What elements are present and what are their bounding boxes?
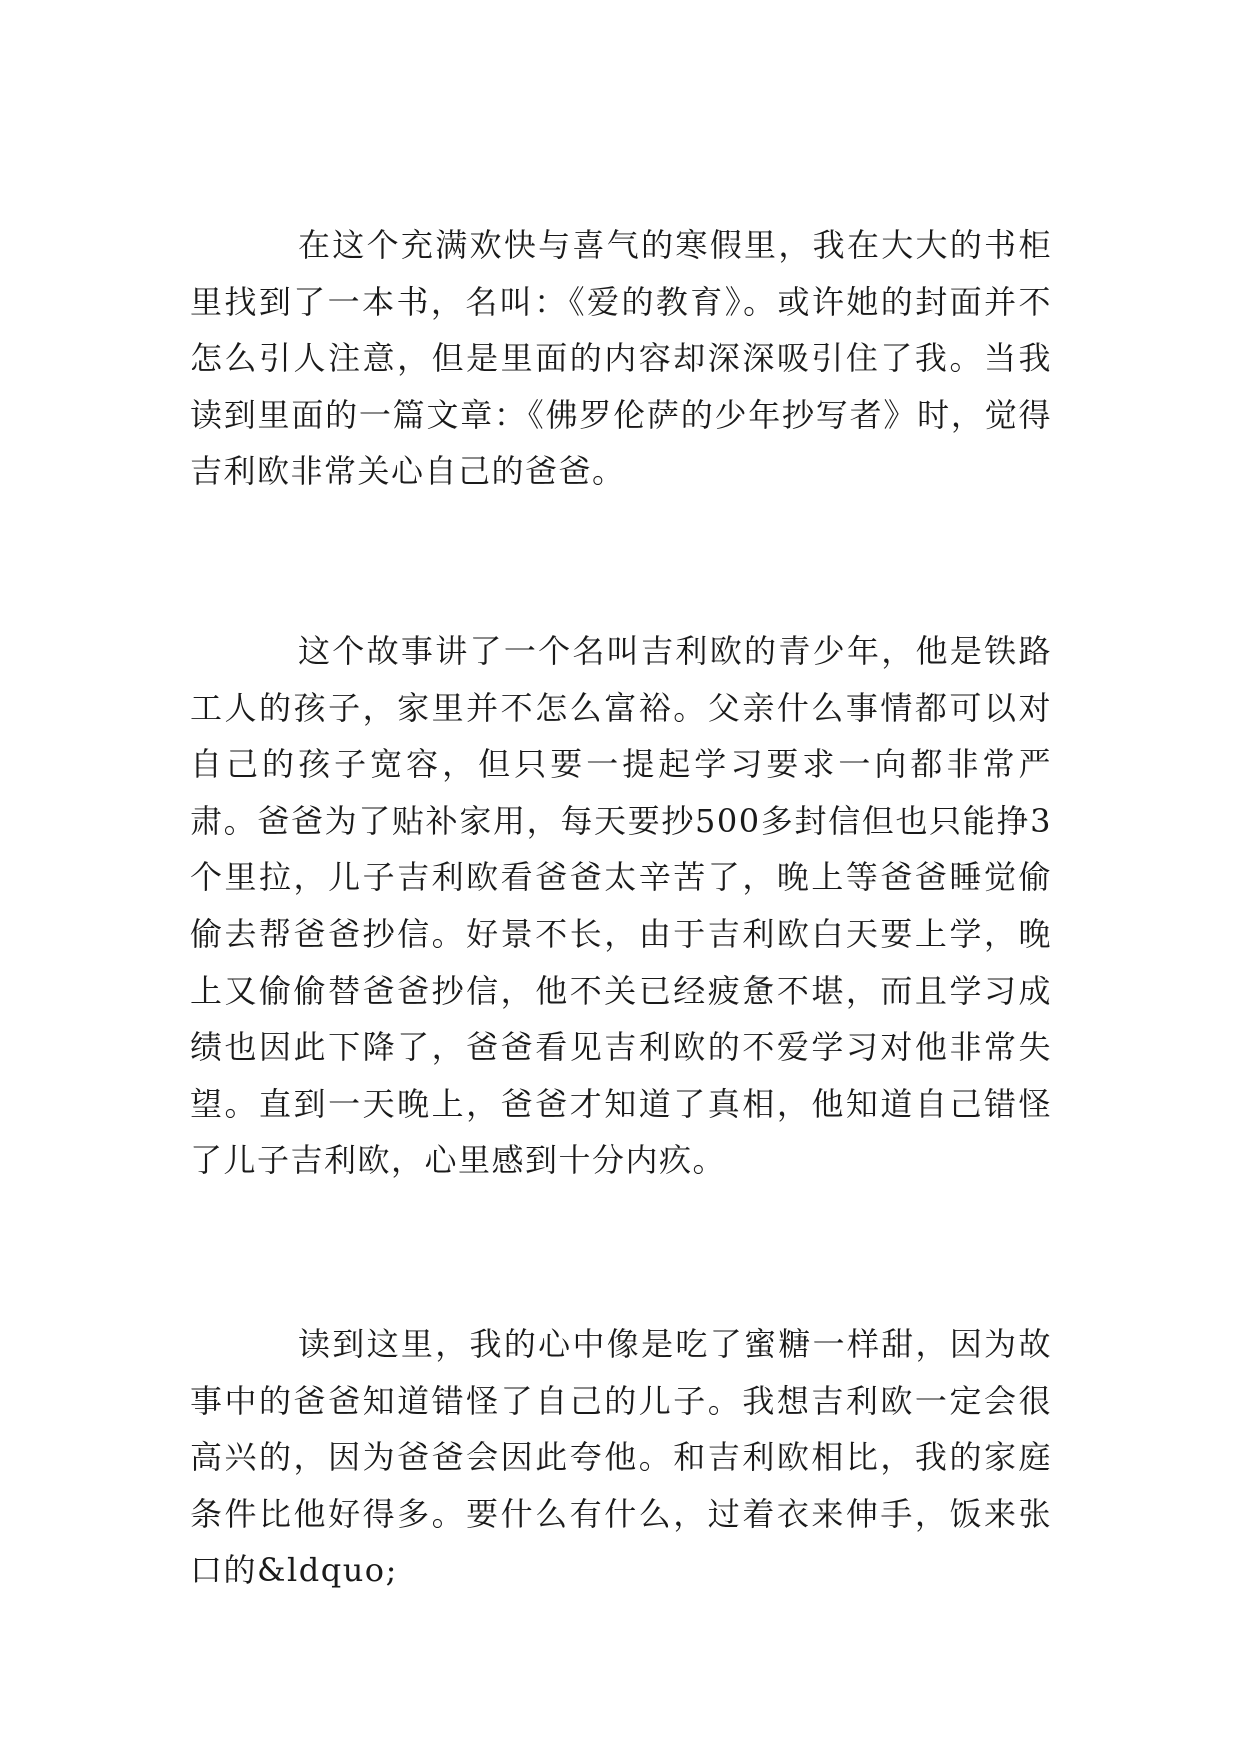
paragraph-2: 这个故事讲了一个名叫吉利欧的青少年，他是铁路工人的孩子，家里并不怎么富裕。父亲什么事情都可以对自己的孩子宽容，但只要一提起学习要求一向都非常严肃。爸爸为了贴补家用，每天要抄500多封信但也只能挣3个里拉，儿子吉利欧看爸爸太辛苦了，晚上等爸爸睡觉偷偷去帮爸爸抄信。好景不长，由于吉利欧白天要上学，晚上又偷偷替爸爸抄信，他不关已经疲惫不堪，而且学习成绩也因此下降了，爸爸看见吉利欧的不爱学习对他非常失望。直到一天晚上，爸爸才知道了真相，他知道自己错怪了儿子吉利欧，心里感到十分内疚。 <box>190 632 1052 1180</box>
paragraph-3: 读到这里，我的心中像是吃了蜜糖一样甜，因为故事中的爸爸知道错怪了自己的儿子。我想吉利欧一定会很高兴的，因为爸爸会因此夸他。和吉利欧相比，我的家庭条件比他好得多。要什么有什么，过着衣来伸手，饭来张口的&ldquo; <box>190 1325 1052 1590</box>
paragraph-1: 在这个充满欢快与喜气的寒假里，我在大大的书柜里找到了一本书，名叫：《爱的教育》。或许她的封面并不怎么引人注意，但是里面的内容却深深吸引住了我。当我读到里面的一篇文章：《佛罗伦萨的少年抄写者》时，觉得吉利欧非常关心自己的爸爸。 <box>190 226 1052 491</box>
